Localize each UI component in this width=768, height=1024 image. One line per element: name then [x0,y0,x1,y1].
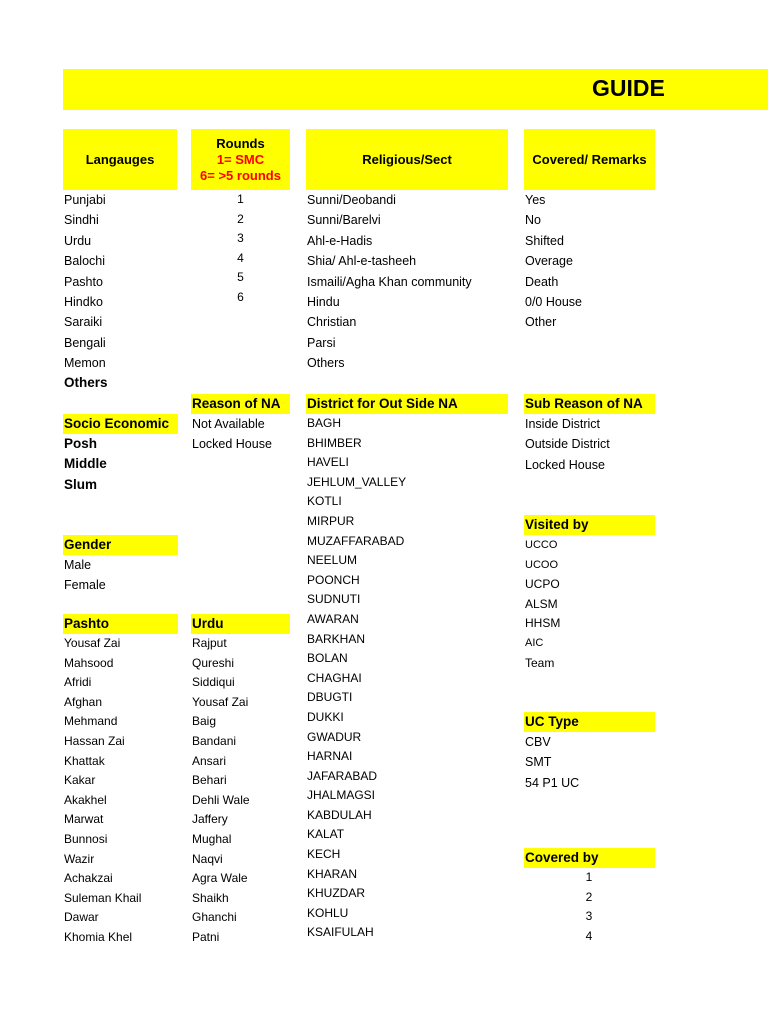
header-religious [306,129,508,190]
list-item: Qureshi [192,655,235,670]
list-item: Not Available [192,417,265,431]
list-item: Outside District [525,437,610,452]
list-item: Ahl-e-Hadis [307,233,373,248]
list-item: 6 [237,289,244,304]
header-rounds-line2: 6= >5 rounds [200,167,281,183]
list-item: Overage [525,254,573,269]
section-district-out: District for Out Side NA [306,394,508,414]
visited-by-list [525,536,560,673]
list-item: UCPO [525,577,560,592]
urdu-list [192,634,250,948]
gender-list [64,555,106,596]
list-item: HARNAI [307,749,353,764]
uc-type-list [525,732,579,793]
section-socio-economic: Socio Economic [63,414,178,434]
list-item: AWARAN [307,611,359,626]
section-gender: Gender [63,535,178,555]
list-item: Bengali [64,335,106,350]
list-item: Yousaf Zai [64,636,121,650]
languages-others: Others [64,375,108,390]
list-item: MUZAFFARABAD [307,533,405,548]
list-item: Inside District [525,417,601,431]
list-item: Sunni/Barelvi [307,213,381,228]
list-item: Yousaf Zai [192,694,249,709]
list-item: No [525,213,541,228]
covered-by-list [524,868,654,946]
list-item: 1 [237,192,244,206]
list-item: Parsi [307,335,336,350]
list-item: Mehmand [64,714,118,729]
list-item: Other [525,315,557,330]
list-item: KALAT [307,827,345,842]
list-item: Khattak [64,753,105,768]
list-item: Death [525,274,559,289]
list-item: Saraiki [64,315,103,330]
list-item: CBV [525,735,551,749]
list-item: 3 [585,909,593,924]
list-item: Ismaili/Agha Khan community [307,274,472,289]
list-item: 3 [237,231,244,246]
list-item: BHIMBER [307,435,362,450]
list-item: 2 [237,211,244,226]
district-out-list [307,414,406,943]
list-item: KHARAN [307,866,358,881]
list-item: Suleman Khail [64,890,142,905]
list-item: KSAIFULAH [307,925,374,940]
list-item: JAFARABAD [307,768,378,783]
list-item: Agra Wale [192,871,248,886]
list-item: Jaffery [192,812,228,827]
list-item: JHALMAGSI [307,788,376,803]
list-item: Christian [307,315,357,330]
list-item: KOTLI [307,494,342,509]
list-item: Akakhel [64,792,107,807]
header-religious-label: Religious/Sect [362,151,452,167]
header-languages [63,129,177,190]
list-item: Achakzai [64,871,113,886]
list-item: Dehli Wale [192,792,250,807]
list-item: BARKHAN [307,631,366,646]
header-languages-label: Langauges [85,151,155,167]
list-item: DBUGTI [307,690,353,705]
section-pashto: Pashto [63,614,178,634]
list-item: Shia/ Ahl-e-tasheeh [307,254,417,269]
list-item: Urdu [64,233,92,248]
list-item: 4 [585,928,593,943]
list-item: BOLAN [307,651,348,666]
list-item: BAGH [307,416,342,430]
section-sub-reason: Sub Reason of NA [524,394,655,414]
list-item: Hindu [307,294,340,309]
header-rounds-title: Rounds [216,135,265,151]
list-item: CHAGHAI [307,670,362,685]
rounds-list [191,190,290,308]
list-item: Hassan Zai [64,733,125,748]
list-item: ALSM [525,596,558,611]
list-item: SMT [525,755,552,770]
religious-list [307,190,472,374]
list-item: Hindko [64,294,103,309]
list-item: Locked House [525,457,605,472]
list-item: Team [525,655,555,670]
page-title: GUIDE [592,75,665,101]
header-rounds [191,129,290,190]
list-item: AIC [525,636,544,649]
covered-remarks-list [525,190,582,333]
list-item: Sindhi [64,213,99,228]
list-item: KOHLU [307,905,349,920]
list-item: Locked House [192,437,272,452]
list-item: 4 [237,250,244,265]
list-item: 54 P1 UC [525,775,580,790]
section-reason-na: Reason of NA [191,394,290,414]
list-item: Bandani [192,733,237,748]
list-item: Pashto [64,274,103,289]
list-item: KECH [307,847,341,862]
list-item: KHUZDAR [307,886,366,901]
list-item: Mahsood [64,655,114,670]
list-item: Middle [64,456,107,472]
section-covered-by: Covered by [524,848,655,868]
list-item: Siddiqui [192,675,235,690]
reason-na-list [192,414,272,455]
list-item: Marwat [64,812,104,827]
list-item: POONCH [307,572,360,587]
list-item: Wazir [64,851,95,866]
list-item: MIRPUR [307,513,355,528]
list-item: Kakar [64,773,96,788]
list-item: Shifted [525,233,564,248]
list-item: Khomia Khel [64,929,133,944]
header-covered [524,129,655,190]
list-item: JEHLUM_VALLEY [307,474,407,489]
list-item: Posh [64,436,98,451]
list-item: Female [64,578,106,593]
title-banner [63,69,768,110]
list-item: Memon [64,356,106,371]
list-item: Shaikh [192,890,229,905]
list-item: UCOO [525,558,558,571]
list-item: Bunnosi [64,831,108,846]
list-item: Patni [192,929,220,944]
list-item: Afridi [64,675,92,690]
list-item: Balochi [64,254,105,269]
languages-list [64,190,106,374]
header-rounds-line1: 1= SMC [216,151,265,167]
list-item: UCCO [525,539,558,551]
list-item: 0/0 House [525,294,582,309]
list-item: GWADUR [307,729,362,744]
list-item: Dawar [64,910,99,925]
header-covered-label: Covered/ Remarks [532,151,647,167]
list-item: Afghan [64,694,103,709]
list-item: Mughal [192,831,232,846]
list-item: Others [307,356,345,371]
list-item: Yes [525,193,546,207]
list-item: Ansari [192,753,227,768]
list-item: 5 [237,270,244,285]
list-item: NEELUM [307,553,358,568]
socio-economic-list [64,434,107,495]
list-item: Punjabi [64,193,106,207]
list-item: HHSM [525,616,561,631]
list-item: Baig [192,714,217,729]
pashto-list [64,634,141,948]
list-item: Ghanchi [192,910,237,925]
list-item: Slum [64,476,98,492]
list-item: KABDULAH [307,807,372,822]
sub-reason-list [525,414,610,475]
list-item: Behari [192,773,227,788]
list-item: Rajput [192,636,227,650]
list-item: SUDNUTI [307,592,361,607]
list-item: DUKKI [307,709,344,724]
list-item: Naqvi [192,851,223,866]
section-urdu: Urdu [191,614,290,634]
list-item: 2 [585,889,593,904]
list-item: 1 [585,870,593,884]
section-visited-by: Visited by [524,515,655,535]
list-item: Male [64,558,92,572]
list-item: HAVELI [307,455,349,470]
list-item: Sunni/Deobandi [307,193,396,207]
section-uc-type: UC Type [524,712,655,732]
